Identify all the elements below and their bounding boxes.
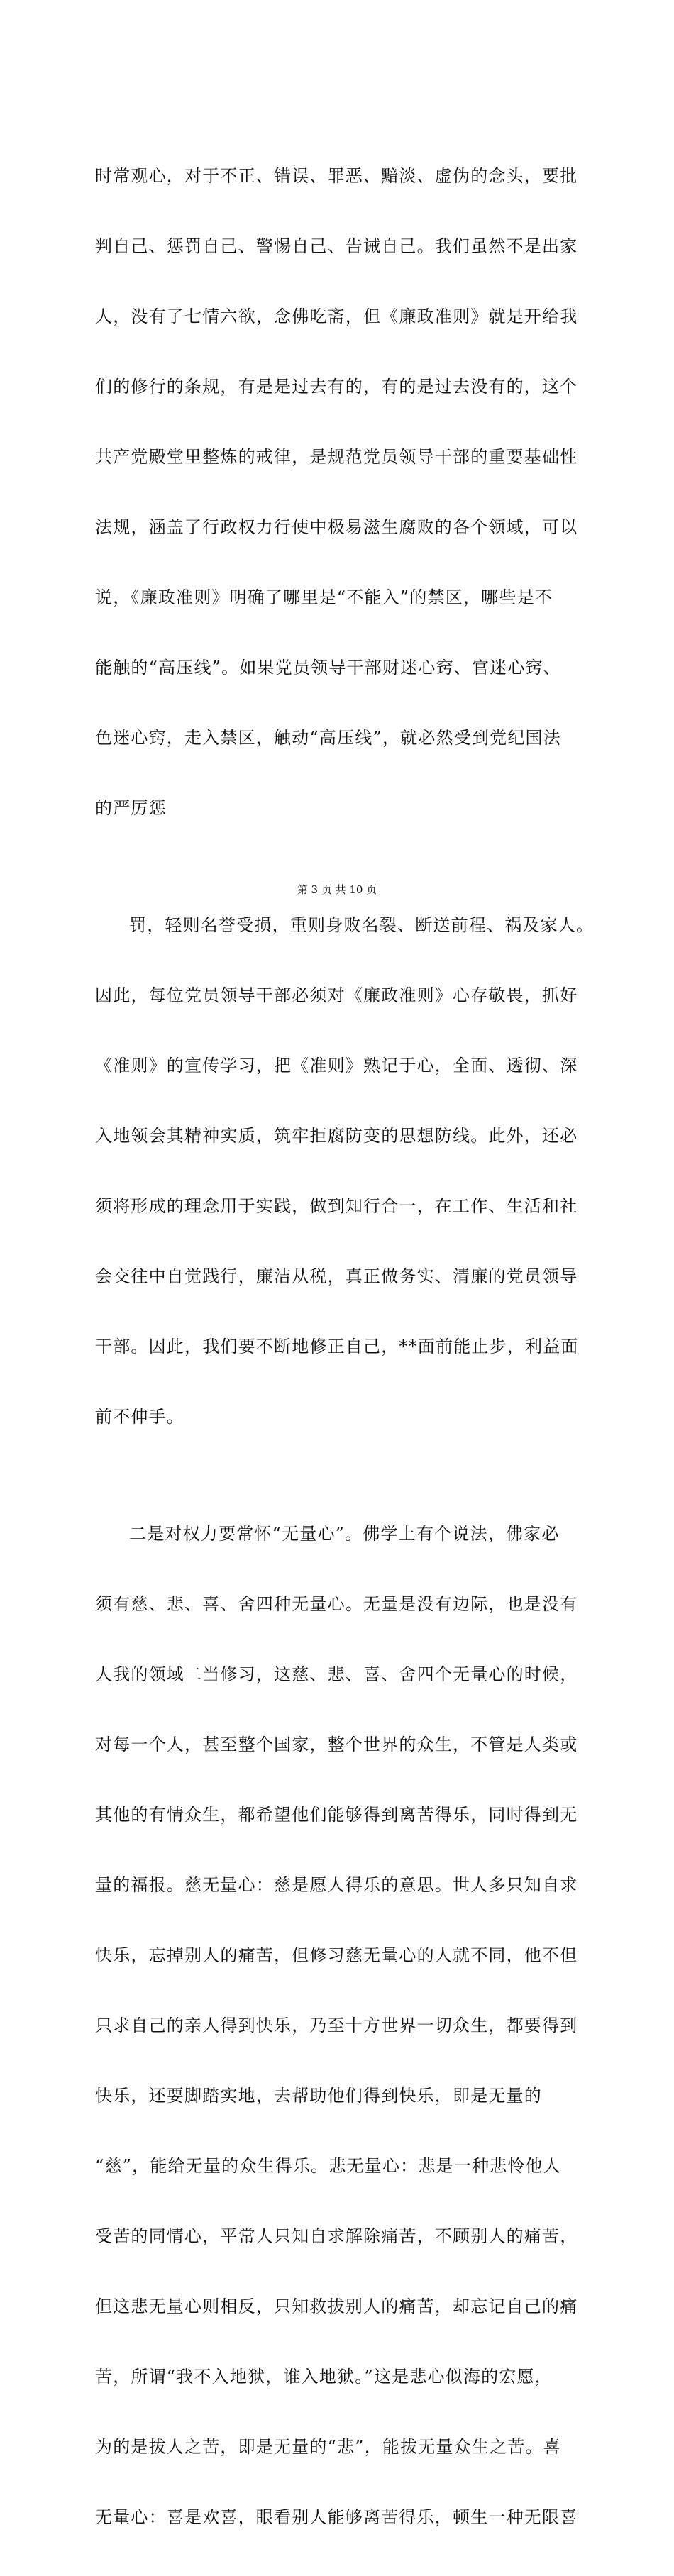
- text-line: 量的福报。慈无量心：慈是愿人得乐的意思。世人多只知自求: [95, 1875, 578, 1895]
- text-line: 说，《廉政准则》明确了哪里是“不能入”的禁区，哪些是不: [95, 587, 553, 607]
- text-line: 干部。因此，我们要不断地修正自己，**面前能止步，利益面: [95, 1337, 579, 1356]
- body-text: [95, 118, 595, 2576]
- text-line: 人，没有了七情六欲，念佛吃斋，但《廉政准则》就是开给我: [95, 306, 578, 326]
- text-line: 罚，轻则名誉受损，重则身败名裂、断送前程、祸及家人。: [129, 915, 595, 935]
- text-line: 法规，涵盖了行政权力行使中极易滋生腐败的各个领域，可以: [95, 517, 578, 537]
- text-line: 人我的领域二当修习，这慈、悲、喜、舍四个无量心的时候，: [95, 1664, 578, 1684]
- text-line: 苦，所谓“我不入地狱，谁入地狱。”这是悲心似海的宏愿，: [95, 2367, 553, 2387]
- paragraph: [95, 118, 592, 867]
- text-line: 须有慈、悲、喜、舍四种无量心。无量是没有边际，也是没有: [95, 1594, 578, 1614]
- text-line: 色迷心窍，走入禁区，触动“高压线”，就必然受到党纪国法: [95, 728, 561, 748]
- text-line: 为的是拔人之苦，即是无量的“悲”，能拔无量众生之苦。喜: [95, 2437, 561, 2457]
- text-line: 只求自己的亲人得到快乐，乃至十方世界一切众生，都要得到: [95, 2016, 578, 2035]
- text-line: 前不伸手。: [95, 1407, 184, 1427]
- text-line: 因此，每位党员领导干部必须对《廉政准则》心存敬畏，抓好: [95, 985, 578, 1005]
- text-line: 《准则》的宣传学习，把《准则》熟记于心，全面、透彻、深: [95, 1056, 578, 1076]
- text-line: 二是对权力要常怀“无量心”。佛学上有个说法，佛家必: [129, 1524, 560, 1544]
- text-line: 其他的有情众生，都希望他们能够得到离苦得乐，同时得到无: [95, 1805, 578, 1825]
- text-line: 能触的“高压线”。如果党员领导干部财迷心窍、官迷心窍、: [95, 658, 561, 678]
- text-line: 共产党殿堂里整炼的戒律，是规范党员领导干部的重要基础性: [95, 447, 578, 467]
- text-line: 会交往中自觉践行，廉洁从税，真正做务实、清廉的党员领导: [95, 1266, 578, 1286]
- text-line: 时常观心，对于不正、错误、罪恶、黯淡、虚伪的念头，要批: [95, 166, 578, 186]
- text-line: 入地领会其精神实质，筑牢拒腐防变的思想防线。此外，还必: [95, 1126, 578, 1146]
- text-line: 对每一个人，甚至整个国家，整个世界的众生，不管是人类或: [95, 1735, 578, 1754]
- text-line: 判自己、惩罚自己、警惕自己、告诫自己。我们虽然不是出家: [95, 236, 578, 256]
- text-line: 快乐，还要脚踏实地，去帮助他们得到快乐，即是无量的: [95, 2086, 542, 2106]
- page-number: 第 3 页 共 10 页: [297, 883, 377, 896]
- paragraph: [95, 1476, 592, 2576]
- text-line: 但这悲无量心则相反，只知救拔别人的痛苦，却忘记自己的痛: [95, 2296, 578, 2316]
- text-line: 无量心：喜是欢喜，眼看别人能够离苦得乐，顿生一种无限喜: [95, 2507, 578, 2527]
- text-line: 受苦的同情心，平常人只知自求解除痛苦，不顾别人的痛苦，: [95, 2226, 578, 2246]
- text-line: 的严厉惩: [95, 798, 167, 818]
- text-line: 须将形成的理念用于实践，做到知行合一，在工作、生活和社: [95, 1196, 578, 1216]
- text-line: 快乐，忘掉别人的痛苦，但修习慈无量心的人就不同，他不但: [95, 1945, 578, 1965]
- text-line: “慈”，能给无量的众生得乐。悲无量心：悲是一种悲怜他人: [95, 2156, 561, 2176]
- page-footer: [0, 883, 674, 897]
- text-line: 们的修行的条规，有是是过去有的，有的是过去没有的，这个: [95, 377, 578, 397]
- paragraph: [95, 867, 595, 1476]
